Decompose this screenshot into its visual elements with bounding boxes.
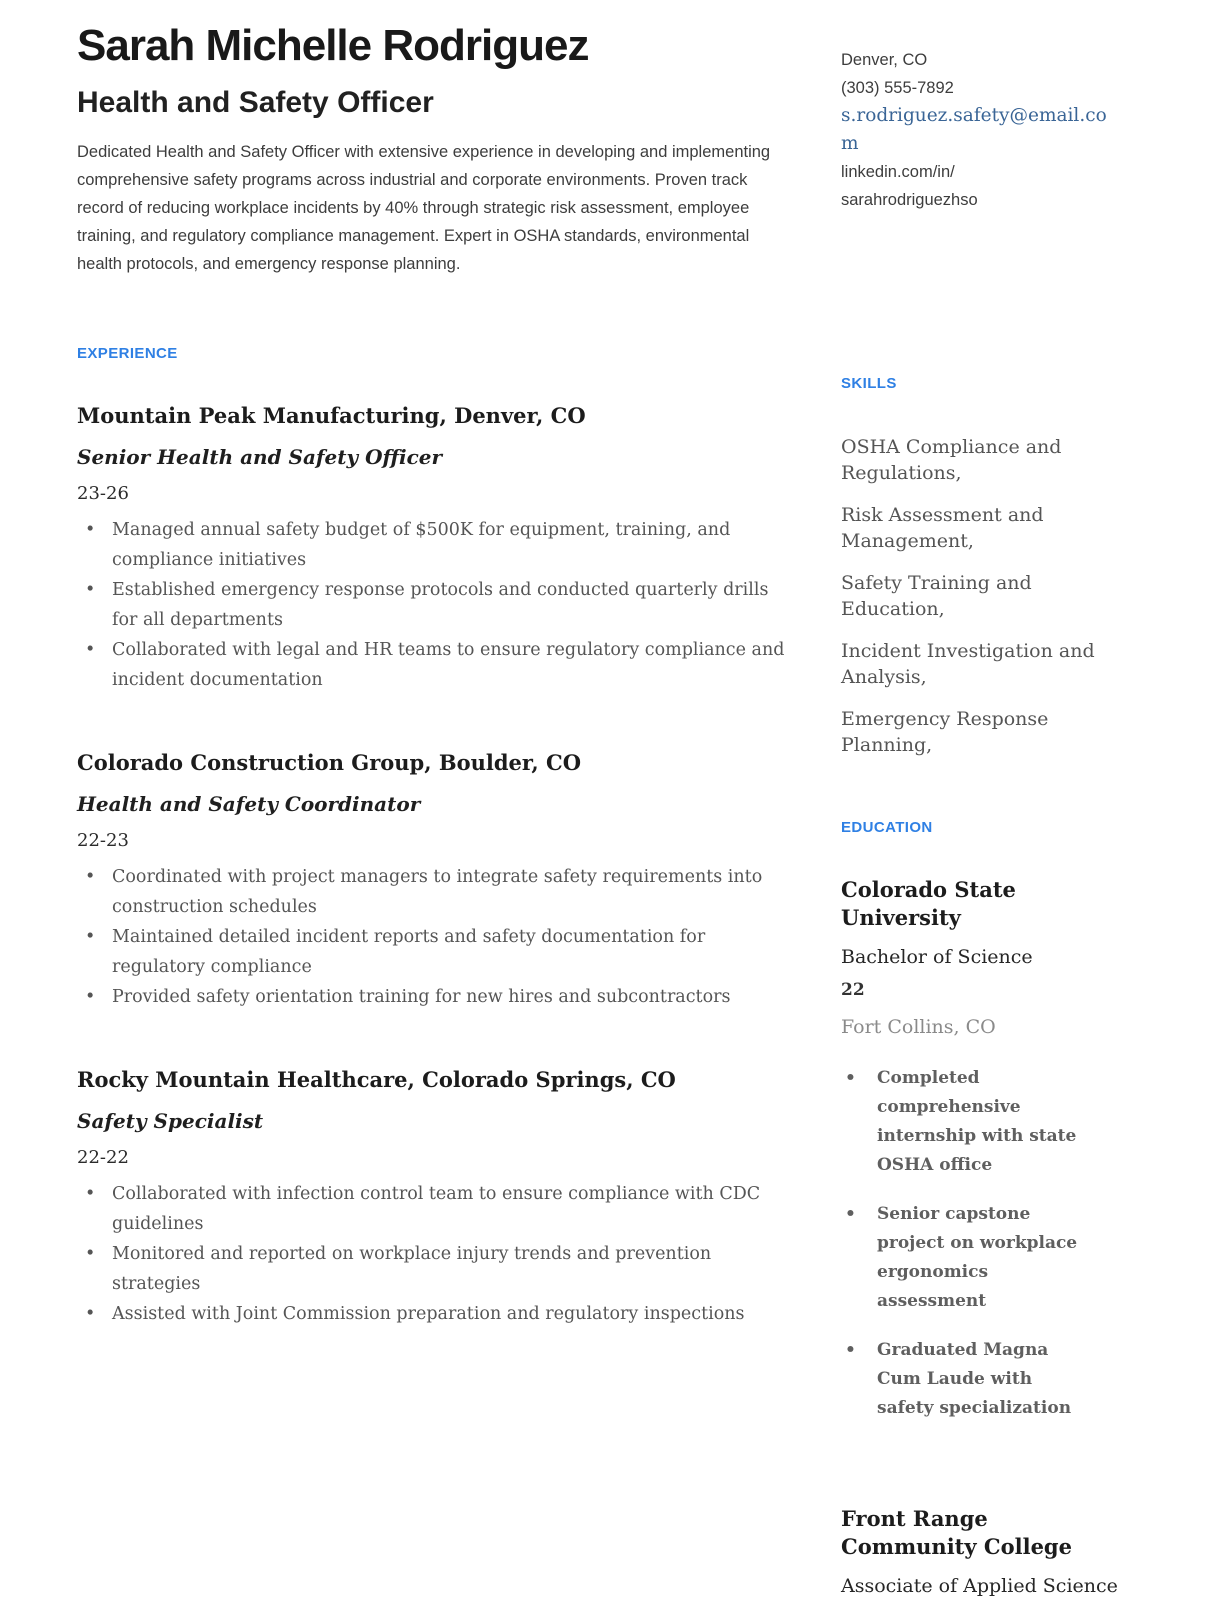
job-role: Health and Safety Coordinator (77, 792, 421, 816)
resume-title: Health and Safety Officer (77, 86, 434, 119)
resume-name: Sarah Michelle Rodriguez (77, 21, 589, 70)
skills-list (841, 434, 1147, 758)
job-dates: 22-23 (77, 830, 129, 851)
school-name: Colorado State University (841, 877, 1016, 930)
job-entry (77, 749, 770, 1012)
linkedin-text: sarahrodriguezhso (841, 191, 978, 209)
skill-item: Emergency Response Planning, (841, 708, 1049, 756)
degree: Bachelor of Science (841, 946, 1033, 968)
job-bullet: • Assisted with Joint Commission preparation and regulatory inspections (77, 1299, 787, 1329)
job-bullet: • Established emergency response protocols and conducted quarterly drills for all departments (77, 575, 787, 635)
education-entry (841, 1505, 1147, 1599)
education-bullet: • Senior capstone project on workplace ergonomics assessment (841, 1200, 1093, 1316)
job-bullet-list (77, 515, 787, 695)
job-company: Rocky Mountain Healthcare, Colorado Springs, CO (77, 1067, 676, 1092)
skill-item: Risk Assessment and Management, (841, 504, 1044, 552)
email-line: m (841, 133, 859, 154)
job-bullet: • Collaborated with infection control team to ensure compliance with CDC guidelines (77, 1179, 787, 1239)
job-bullet: • Collaborated with legal and HR teams to ensure regulatory compliance and incident documentation (77, 635, 787, 695)
job-bullet-list (77, 1179, 787, 1329)
summary-text: Dedicated Health and Safety Officer with extensive experience in developing and implementing comprehensive safety programs across industrial and corporate environments. Proven track record of reducing workplace incidents by 40% through strategic risk assessment, employee training, and regulatory compliance management. Expert in OSHA standards, environmental health protocols, and emergency response planning. (77, 143, 771, 273)
job-bullet: • Monitored and reported on workplace injury trends and prevention strategies (77, 1239, 787, 1299)
school-name: Front Range Community College (841, 1506, 1072, 1559)
education-location: Fort Collins, CO (841, 1016, 996, 1038)
job-entry (77, 1066, 770, 1329)
email-line: s.rodriguez.safety@email.co (841, 105, 1107, 126)
education-bullet-list (841, 1064, 1147, 1423)
education-section-heading: EDUCATION (841, 819, 933, 836)
skill-item: Incident Investigation and Analysis, (841, 640, 1095, 688)
job-entry (77, 402, 785, 695)
skills-section-heading: SKILLS (841, 375, 897, 392)
linkedin-text: linkedin.com/in/ (841, 163, 955, 181)
job-company: Mountain Peak Manufacturing, Denver, CO (77, 403, 586, 428)
contact-phone: (303) 555-7892 (841, 79, 954, 97)
contact-location: Denver, CO (841, 51, 928, 69)
job-bullet: • Managed annual safety budget of $500K for equipment, training, and compliance initiatives (77, 515, 787, 575)
job-bullet-list (77, 862, 787, 1012)
job-role: Senior Health and Safety Officer (77, 445, 443, 469)
job-bullet: • Provided safety orientation training for new hires and subcontractors (77, 982, 787, 1012)
experience-section-heading: EXPERIENCE (77, 345, 178, 362)
contact-block (841, 46, 1147, 214)
education-bullet: • Completed comprehensive internship with state OSHA office (841, 1064, 1093, 1180)
job-role: Safety Specialist (77, 1109, 264, 1133)
job-dates: 22-22 (77, 1147, 129, 1168)
education-entry (841, 876, 1147, 1423)
main-column (77, 0, 785, 1599)
education-bullet: • Graduated Magna Cum Laude with safety specialization (841, 1336, 1093, 1423)
degree: Associate of Applied Science (841, 1575, 1118, 1597)
email-link[interactable] (841, 102, 1147, 158)
job-bullet: • Maintained detailed incident reports and safety documentation for regulatory compliance (77, 922, 787, 982)
skill-item: Safety Training and Education, (841, 572, 1032, 620)
job-bullet: • Coordinated with project managers to integrate safety requirements into construction schedules (77, 862, 787, 922)
job-company: Colorado Construction Group, Boulder, CO (77, 750, 582, 775)
job-dates: 23-26 (77, 483, 129, 504)
education-year: 22 (841, 980, 865, 1000)
side-column (841, 0, 1147, 1599)
skill-item: OSHA Compliance and Regulations, (841, 436, 1062, 484)
